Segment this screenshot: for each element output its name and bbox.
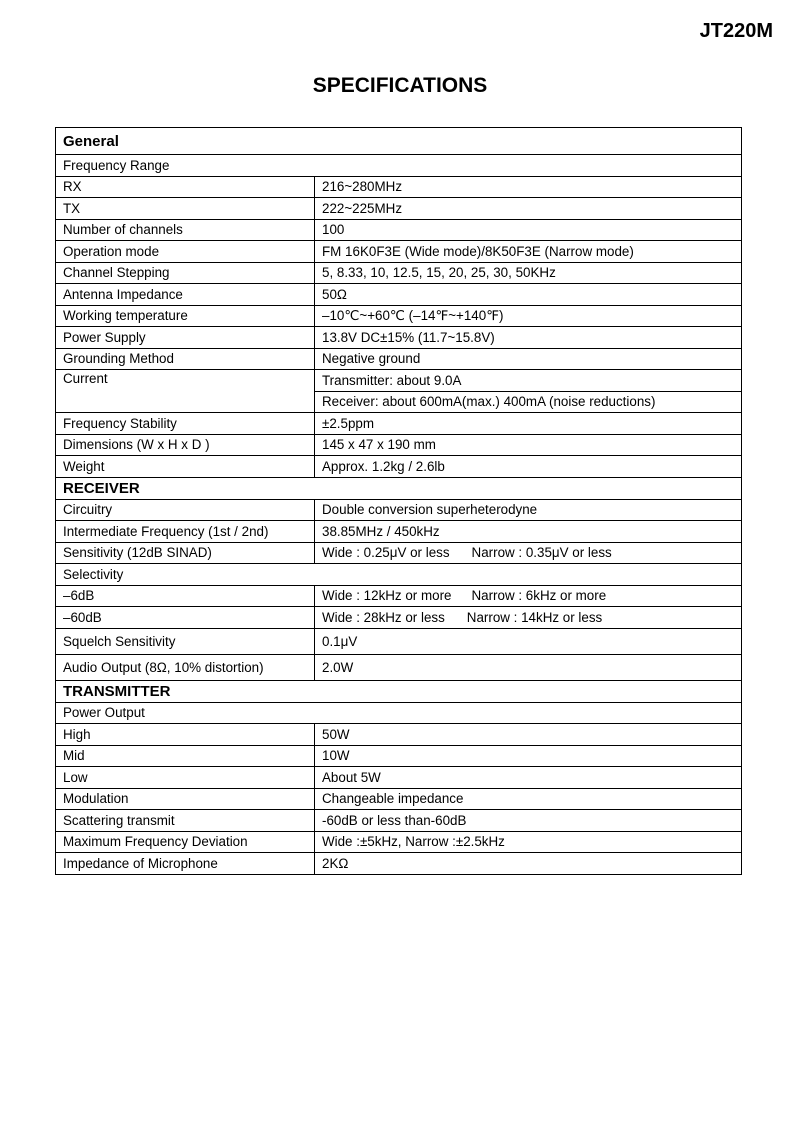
row-label: Antenna Impedance — [56, 284, 315, 306]
model-number: JT220M — [699, 20, 773, 42]
section-heading: RECEIVER — [56, 477, 742, 499]
row-label: Frequency Range — [56, 155, 742, 177]
row-value — [315, 542, 742, 564]
table-row — [56, 521, 742, 543]
row-value: -60dB or less than-60dB — [315, 810, 742, 832]
row-value: 100 — [315, 219, 742, 241]
row-label: Number of channels — [56, 219, 315, 241]
row-label: Squelch Sensitivity — [56, 628, 315, 654]
row-label: Maximum Frequency Deviation — [56, 831, 315, 853]
section-heading: General — [56, 128, 742, 155]
row-label: Scattering transmit — [56, 810, 315, 832]
row-label: Current — [56, 370, 315, 413]
row-value: ±2.5ppm — [315, 413, 742, 435]
section-general — [56, 128, 742, 155]
row-label: Impedance of Microphone — [56, 853, 315, 875]
table-row — [56, 564, 742, 586]
row-value: 0.1μV — [315, 628, 742, 654]
table-row — [56, 499, 742, 521]
narrow-value: Narrow : 14kHz or less — [466, 609, 603, 625]
table-row — [56, 628, 742, 654]
table-row — [56, 607, 742, 629]
table-row — [56, 348, 742, 370]
row-value: 10W — [315, 745, 742, 767]
narrow-value: Narrow : 0.35μV or less — [471, 545, 612, 561]
table-row — [56, 370, 742, 392]
table-row — [56, 305, 742, 327]
row-label: Selectivity — [56, 564, 742, 586]
row-value: Receiver: about 600mA(max.) 400mA (noise reductions) — [315, 391, 742, 413]
row-value: 50Ω — [315, 284, 742, 306]
narrow-value: Narrow : 6kHz or more — [471, 588, 607, 604]
table-row — [56, 176, 742, 198]
row-label: RX — [56, 176, 315, 198]
row-label: Working temperature — [56, 305, 315, 327]
row-value: Changeable impedance — [315, 788, 742, 810]
row-label: TX — [56, 198, 315, 220]
wide-value: Wide : 12kHz or more — [322, 588, 452, 604]
table-row — [56, 831, 742, 853]
table-row — [56, 198, 742, 220]
table-row — [56, 767, 742, 789]
row-label: Modulation — [56, 788, 315, 810]
table-row — [56, 456, 742, 478]
table-row — [56, 745, 742, 767]
table-row — [56, 413, 742, 435]
row-label: Low — [56, 767, 315, 789]
section-transmitter — [56, 680, 742, 702]
row-label: –6dB — [56, 585, 315, 607]
row-label: Grounding Method — [56, 348, 315, 370]
table-row — [56, 542, 742, 564]
table-row — [56, 724, 742, 746]
section-receiver — [56, 477, 742, 499]
row-value: 222~225MHz — [315, 198, 742, 220]
row-label: Mid — [56, 745, 315, 767]
table-row — [56, 810, 742, 832]
section-heading: TRANSMITTER — [56, 680, 742, 702]
specifications-table — [55, 127, 742, 875]
row-value: 5, 8.33, 10, 12.5, 15, 20, 25, 30, 50KHz — [315, 262, 742, 284]
row-label: Operation mode — [56, 241, 315, 263]
row-label: Power Supply — [56, 327, 315, 349]
row-value: –10℃~+60℃ (–14℉~+140℉) — [315, 305, 742, 327]
row-value: 38.85MHz / 450kHz — [315, 521, 742, 543]
table-row — [56, 434, 742, 456]
row-label: Power Output — [56, 702, 742, 724]
table-row — [56, 155, 742, 177]
row-value: 216~280MHz — [315, 176, 742, 198]
table-row — [56, 585, 742, 607]
row-value: About 5W — [315, 767, 742, 789]
row-value — [315, 607, 742, 629]
row-value: FM 16K0F3E (Wide mode)/8K50F3E (Narrow mode) — [315, 241, 742, 263]
table-row — [56, 262, 742, 284]
row-label: Dimensions (W x H x D ) — [56, 434, 315, 456]
row-value: 145 x 47 x 190 mm — [315, 434, 742, 456]
table-row — [56, 702, 742, 724]
table-row — [56, 241, 742, 263]
row-label: High — [56, 724, 315, 746]
row-label: Frequency Stability — [56, 413, 315, 435]
row-label: Sensitivity (12dB SINAD) — [56, 542, 315, 564]
row-label: Circuitry — [56, 499, 315, 521]
row-value: Wide :±5kHz, Narrow :±2.5kHz — [315, 831, 742, 853]
row-value: Negative ground — [315, 348, 742, 370]
row-value: 50W — [315, 724, 742, 746]
wide-value: Wide : 28kHz or less — [322, 609, 445, 625]
table-row — [56, 853, 742, 875]
table-row — [56, 654, 742, 680]
wide-value: Wide : 0.25μV or less — [322, 545, 450, 561]
row-label: Audio Output (8Ω, 10% distortion) — [56, 654, 315, 680]
row-label: Weight — [56, 456, 315, 478]
table-row — [56, 327, 742, 349]
table-row — [56, 284, 742, 306]
row-value: 2.0W — [315, 654, 742, 680]
row-value: Double conversion superheterodyne — [315, 499, 742, 521]
page-title: SPECIFICATIONS — [312, 74, 488, 97]
row-value: Approx. 1.2kg / 2.6lb — [315, 456, 742, 478]
table-row — [56, 219, 742, 241]
row-value: 13.8V DC±15% (11.7~15.8V) — [315, 327, 742, 349]
row-label: Intermediate Frequency (1st / 2nd) — [56, 521, 315, 543]
row-label: –60dB — [56, 607, 315, 629]
row-value — [315, 585, 742, 607]
row-label: Channel Stepping — [56, 262, 315, 284]
table-row — [56, 788, 742, 810]
row-value: Transmitter: about 9.0A — [315, 370, 742, 392]
row-value: 2KΩ — [315, 853, 742, 875]
